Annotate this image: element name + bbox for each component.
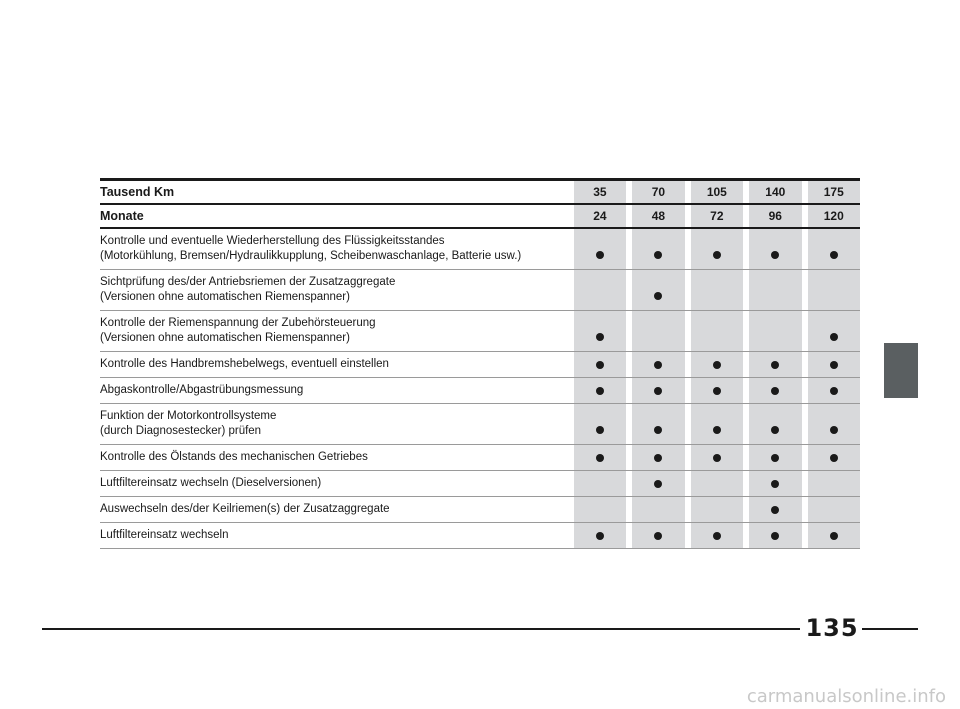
header-km — [100, 178, 860, 203]
bullet-icon — [713, 426, 721, 434]
table-row — [100, 270, 860, 311]
header-months-label: Monate — [100, 203, 568, 229]
interval-cell — [749, 404, 801, 445]
bullet-icon — [654, 361, 662, 369]
interval-cell — [749, 445, 801, 471]
header-months — [100, 203, 860, 229]
task-line-1: Luftfiltereinsatz wechseln (Dieselversionen) — [100, 476, 322, 489]
footer-rule-left — [42, 628, 800, 630]
task-description — [100, 497, 568, 523]
bullet-icon — [830, 333, 838, 341]
bullet-icon — [654, 251, 662, 259]
bullet-icon — [771, 506, 779, 514]
interval-cell — [632, 378, 684, 404]
bullet-icon — [830, 426, 838, 434]
task-description — [100, 270, 568, 311]
bullet-icon — [596, 532, 604, 540]
interval-cell — [808, 352, 860, 378]
interval-cell — [749, 378, 801, 404]
table-row — [100, 352, 860, 378]
header-km-value: 105 — [691, 178, 743, 203]
task-line-2: (Versionen ohne automatischen Riemenspanner) — [100, 331, 350, 344]
bullet-icon — [713, 361, 721, 369]
interval-cell — [574, 523, 626, 549]
bullet-icon — [654, 387, 662, 395]
interval-cell — [808, 523, 860, 549]
header-months-value: 48 — [632, 203, 684, 229]
header-km-value: 70 — [632, 178, 684, 203]
task-line-1: Sichtprüfung des/der Antriebsriemen der Zusatzaggregate — [100, 275, 396, 288]
bullet-icon — [654, 426, 662, 434]
maintenance-table — [100, 178, 860, 549]
page-number: 135 — [805, 614, 859, 642]
interval-cell — [574, 497, 626, 523]
bullet-icon — [830, 532, 838, 540]
task-description — [100, 311, 568, 352]
task-line-1: Kontrolle der Riemenspannung der Zubehörsteuerung — [100, 316, 376, 329]
task-description — [100, 352, 568, 378]
footer-rule-right — [862, 628, 918, 630]
interval-cell — [632, 497, 684, 523]
interval-cell — [808, 471, 860, 497]
interval-cell — [691, 445, 743, 471]
interval-cell — [808, 445, 860, 471]
task-line-2: (durch Diagnosestecker) prüfen — [100, 424, 262, 437]
bullet-icon — [654, 454, 662, 462]
interval-cell — [808, 378, 860, 404]
interval-cell — [749, 270, 801, 311]
interval-cell — [691, 404, 743, 445]
interval-cell — [749, 523, 801, 549]
bullet-icon — [596, 251, 604, 259]
interval-cell — [574, 378, 626, 404]
bullet-icon — [771, 532, 779, 540]
watermark: carmanualsonline.info — [746, 686, 946, 707]
interval-cell — [632, 404, 684, 445]
task-line-1: Kontrolle des Handbremshebelwegs, eventuell einstellen — [100, 357, 389, 370]
table-row — [100, 523, 860, 549]
bullet-icon — [713, 251, 721, 259]
bullet-icon — [654, 480, 662, 488]
header-km-value: 35 — [574, 178, 626, 203]
interval-cell — [808, 270, 860, 311]
interval-cell — [691, 378, 743, 404]
interval-cell — [749, 352, 801, 378]
bullet-icon — [596, 361, 604, 369]
table-row — [100, 445, 860, 471]
bullet-icon — [830, 387, 838, 395]
bullet-icon — [713, 532, 721, 540]
table-row — [100, 404, 860, 445]
interval-cell — [574, 229, 626, 270]
header-months-value: 72 — [691, 203, 743, 229]
interval-cell — [691, 229, 743, 270]
bullet-icon — [713, 454, 721, 462]
interval-cell — [749, 311, 801, 352]
bullet-icon — [771, 426, 779, 434]
interval-cell — [632, 229, 684, 270]
interval-cell — [632, 523, 684, 549]
table-row — [100, 378, 860, 404]
interval-cell — [691, 471, 743, 497]
maintenance-table-wrapper — [100, 178, 860, 549]
header-km-value: 140 — [749, 178, 801, 203]
bullet-icon — [830, 361, 838, 369]
task-line-1: Funktion der Motorkontrollsysteme — [100, 409, 277, 422]
interval-cell — [632, 352, 684, 378]
task-line-2: (Motorkühlung, Bremsen/Hydraulikkupplung, Scheibenwaschanlage, Batterie usw.) — [100, 249, 522, 262]
interval-cell — [574, 404, 626, 445]
interval-cell — [749, 497, 801, 523]
interval-cell — [749, 471, 801, 497]
bullet-icon — [596, 333, 604, 341]
interval-cell — [574, 352, 626, 378]
task-line-1: Auswechseln des/der Keilriemen(s) der Zusatzaggregate — [100, 502, 390, 515]
header-km-label: Tausend Km — [100, 178, 568, 203]
interval-cell — [691, 523, 743, 549]
task-line-2: (Versionen ohne automatischen Riemenspanner) — [100, 290, 350, 303]
table-row — [100, 311, 860, 352]
bullet-icon — [771, 387, 779, 395]
table-row — [100, 497, 860, 523]
header-km-value: 175 — [808, 178, 860, 203]
task-line-1: Kontrolle und eventuelle Wiederherstellung des Flüssigkeitsstandes — [100, 234, 445, 247]
interval-cell — [574, 311, 626, 352]
task-line-1: Luftfiltereinsatz wechseln — [100, 528, 229, 541]
task-description — [100, 523, 568, 549]
interval-cell — [632, 471, 684, 497]
bullet-icon — [771, 251, 779, 259]
bullet-icon — [830, 251, 838, 259]
interval-cell — [574, 270, 626, 311]
interval-cell — [691, 352, 743, 378]
interval-cell — [808, 497, 860, 523]
bullet-icon — [771, 480, 779, 488]
interval-cell — [574, 445, 626, 471]
bullet-icon — [830, 454, 838, 462]
header-months-value: 120 — [808, 203, 860, 229]
bullet-icon — [771, 454, 779, 462]
bullet-icon — [596, 387, 604, 395]
task-line-1: Kontrolle des Ölstands des mechanischen Getriebes — [100, 450, 368, 463]
bullet-icon — [771, 361, 779, 369]
table-row — [100, 471, 860, 497]
chapter-tab-marker — [884, 343, 918, 398]
interval-cell — [749, 229, 801, 270]
bullet-icon — [596, 426, 604, 434]
interval-cell — [808, 404, 860, 445]
interval-cell — [632, 270, 684, 311]
bullet-icon — [654, 292, 662, 300]
interval-cell — [574, 471, 626, 497]
interval-cell — [632, 445, 684, 471]
table-row — [100, 229, 860, 270]
interval-cell — [632, 311, 684, 352]
interval-cell — [808, 311, 860, 352]
task-description — [100, 378, 568, 404]
header-months-value: 24 — [574, 203, 626, 229]
task-line-1: Abgaskontrolle/Abgastrübungsmessung — [100, 383, 304, 396]
task-description — [100, 471, 568, 497]
interval-cell — [691, 270, 743, 311]
bullet-icon — [654, 532, 662, 540]
interval-cell — [691, 497, 743, 523]
bullet-icon — [596, 454, 604, 462]
interval-cell — [691, 311, 743, 352]
bullet-icon — [713, 387, 721, 395]
header-months-value: 96 — [749, 203, 801, 229]
task-description — [100, 445, 568, 471]
task-description — [100, 404, 568, 445]
task-description — [100, 229, 568, 270]
interval-cell — [808, 229, 860, 270]
